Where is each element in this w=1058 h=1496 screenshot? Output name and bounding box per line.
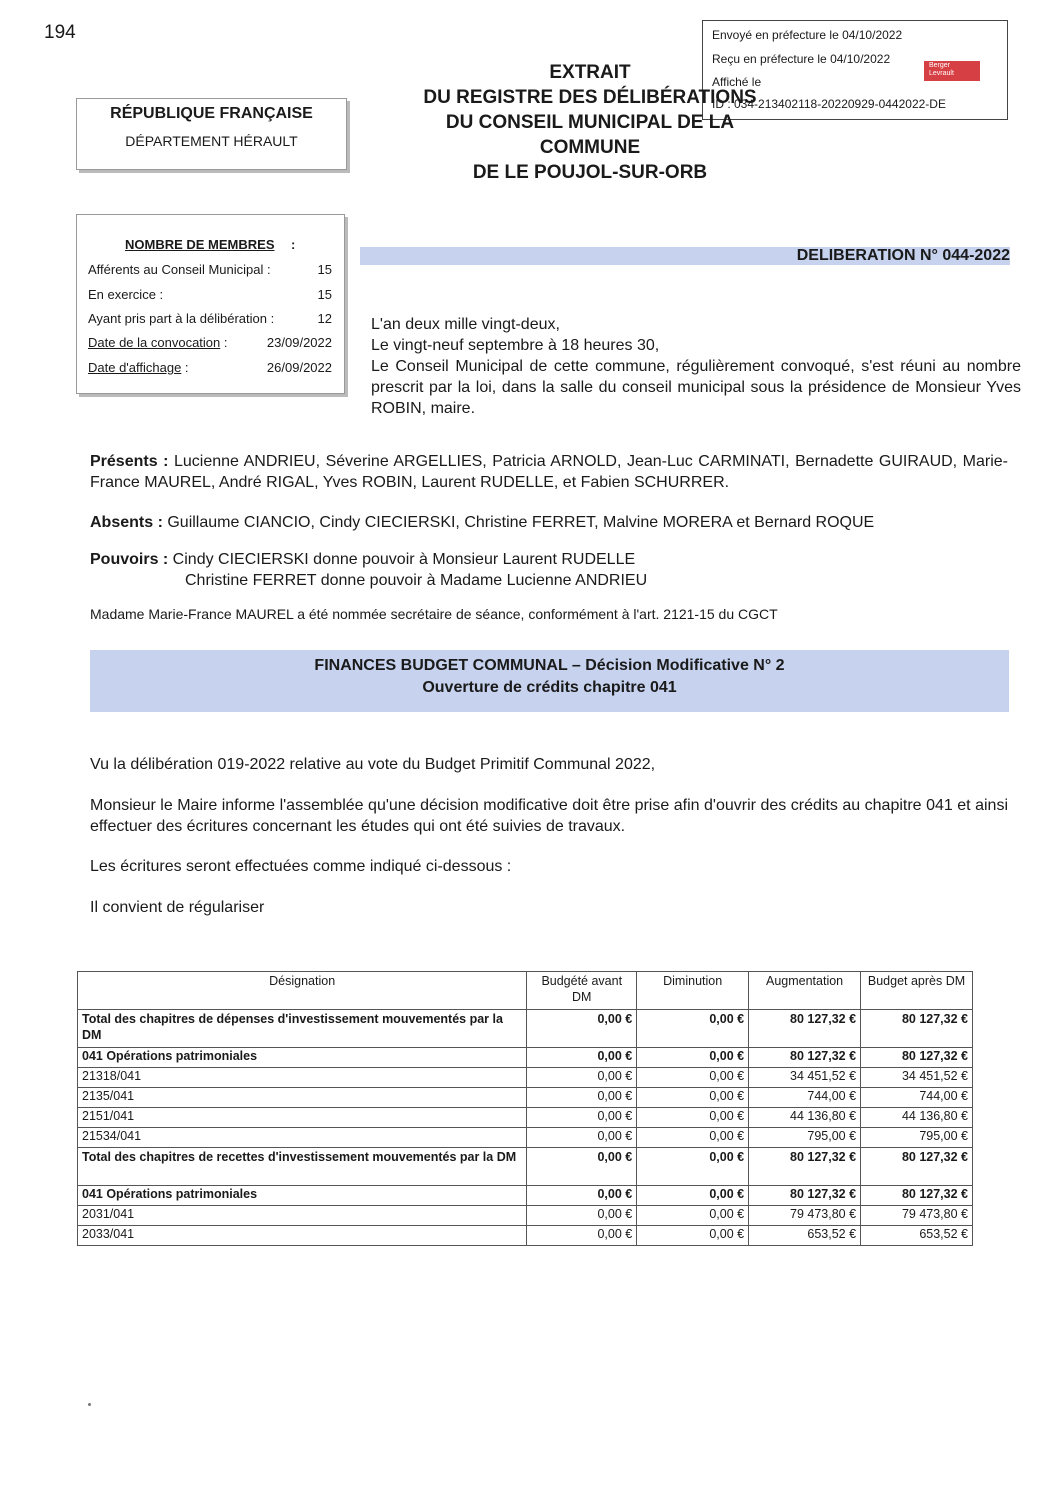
members-heading: NOMBRE DE MEMBRES: [125, 237, 275, 252]
amount-cell: 0,00 €: [527, 1010, 637, 1048]
table-row: [78, 1108, 973, 1128]
present-paragraph: [90, 451, 1008, 493]
amount-cell: 744,00 €: [861, 1088, 973, 1108]
row-label: Afférents au Conseil Municipal :: [88, 262, 271, 277]
amount-cell: 44 136,80 €: [749, 1108, 861, 1128]
amount-cell: 744,00 €: [749, 1088, 861, 1108]
amount-cell: 80 127,32 €: [749, 1148, 861, 1186]
amount-cell: 80 127,32 €: [861, 1048, 973, 1068]
amount-cell: 80 127,32 €: [861, 1148, 973, 1186]
absent-paragraph: [90, 512, 1008, 533]
intro-line: L'an deux mille vingt-deux,: [371, 316, 560, 333]
amount-cell: 80 127,32 €: [861, 1010, 973, 1048]
deliberation-number: DELIBERATION N° 044-2022: [796, 247, 1010, 264]
amount-cell: 0,00 €: [637, 1186, 749, 1206]
section-title: FINANCES BUDGET COMMUNAL – Décision Modificative N° 2: [314, 657, 785, 674]
present-label: Présents :: [90, 453, 169, 470]
column-header: Budget après DM: [861, 972, 973, 1010]
table-row: [78, 1148, 973, 1186]
amount-cell: 0,00 €: [527, 1068, 637, 1088]
amount-cell: 795,00 €: [749, 1128, 861, 1148]
amount-cell: 795,00 €: [861, 1128, 973, 1148]
amount-cell: 79 473,80 €: [861, 1206, 973, 1226]
intro-line: Le Conseil Municipal de cette commune, régulièrement convoqué, s'est réuni au nombre prescrit par la loi, dans la salle du conseil municipal sous la présidence de Monsieur Yves ROBIN, maire.: [371, 358, 1021, 417]
scan-speck: [88, 1403, 91, 1406]
row-label: [88, 360, 189, 375]
amount-cell: 0,00 €: [637, 1108, 749, 1128]
label-colon: :: [181, 360, 189, 375]
body-paragraph: Monsieur le Maire informe l'assemblée qu'une décision modificative doit être prise afin d'ouvrir des crédits au chapitre 041 et ainsi effectuer des écritures concernant les études qui ont été suivies de travaux.: [90, 797, 1008, 835]
table-row: [78, 1088, 973, 1108]
amount-cell: 34 451,52 €: [749, 1068, 861, 1088]
designation-cell: 2151/041: [78, 1108, 527, 1128]
amount-cell: 0,00 €: [527, 1148, 637, 1186]
amount-cell: 0,00 €: [637, 1226, 749, 1246]
amount-cell: 0,00 €: [527, 1088, 637, 1108]
table-row: [78, 1128, 973, 1148]
members-heading-colon: :: [291, 237, 296, 252]
amount-cell: 0,00 €: [637, 1068, 749, 1088]
stamp-received: Reçu en préfecture le 04/10/2022: [712, 52, 891, 66]
table-row: [78, 1186, 973, 1206]
table-row: [78, 1206, 973, 1226]
amount-cell: 44 136,80 €: [861, 1108, 973, 1128]
title-line: EXTRAIT: [549, 62, 631, 83]
members-box: [76, 214, 345, 394]
department-label: DÉPARTEMENT HÉRAULT: [125, 133, 298, 149]
title-line: DU CONSEIL MUNICIPAL DE LA: [445, 112, 735, 133]
table-header-row: [78, 972, 973, 1010]
column-header: Désignation: [78, 972, 527, 1010]
amount-cell: 80 127,32 €: [749, 1048, 861, 1068]
body-paragraph: Il convient de régulariser: [90, 899, 265, 916]
absent-list: Guillaume CIANCIO, Cindy CIECIERSKI, Christine FERRET, Malvine MORERA et Bernard ROQUE: [162, 514, 875, 531]
amount-cell: 0,00 €: [637, 1148, 749, 1186]
amount-cell: 80 127,32 €: [749, 1186, 861, 1206]
column-header: Augmentation: [749, 972, 861, 1010]
amount-cell: 653,52 €: [861, 1226, 973, 1246]
stamp-posted: Affiché le: [712, 75, 762, 89]
section-subtitle: Ouverture de crédits chapitre 041: [422, 679, 677, 696]
amount-cell: 0,00 €: [637, 1088, 749, 1108]
amount-cell: 79 473,80 €: [749, 1206, 861, 1226]
row-value: 15: [317, 262, 332, 277]
title-line: DU REGISTRE DES DÉLIBÉRATIONS: [423, 87, 757, 108]
designation-cell: 2135/041: [78, 1088, 527, 1108]
berger-levrault-logo: [924, 61, 980, 81]
table-row: [78, 1010, 973, 1048]
intro-text: [371, 314, 1021, 419]
title-line: DE LE POUJOL-SUR-ORB: [472, 162, 708, 183]
table-row: [78, 1048, 973, 1068]
page-number: 194: [44, 22, 76, 43]
amount-cell: 0,00 €: [527, 1108, 637, 1128]
republic-label: RÉPUBLIQUE FRANÇAISE: [110, 105, 313, 122]
convocation-label: Date de la convocation: [88, 335, 221, 350]
logo-line-1: Berger: [929, 62, 951, 69]
row-value: 15: [317, 287, 332, 302]
table-row: [78, 1226, 973, 1246]
amount-cell: 0,00 €: [527, 1048, 637, 1068]
amount-cell: 0,00 €: [637, 1010, 749, 1048]
column-header: Diminution: [637, 972, 749, 1010]
row-value: 12: [317, 311, 332, 326]
designation-cell: 041 Opérations patrimoniales: [78, 1048, 527, 1068]
proxy-paragraph: [90, 549, 1008, 591]
proxy-line: Cindy CIECIERSKI donne pouvoir à Monsieur Laurent RUDELLE: [168, 551, 636, 568]
budget-table: [77, 971, 973, 1246]
document-title: [390, 60, 790, 185]
row-value: 23/09/2022: [266, 335, 332, 350]
amount-cell: 653,52 €: [749, 1226, 861, 1246]
label-colon: :: [220, 335, 228, 350]
row-value: 26/09/2022: [266, 360, 332, 375]
present-list: Lucienne ANDRIEU, Séverine ARGELLIES, Patricia ARNOLD, Jean-Luc CARMINATI, Bernadette GUIRAUD, Marie-France MAUREL, André RIGAL, Yves ROBIN, Laurent RUDELLE, et Fabien SCHURRER.: [90, 453, 1008, 491]
designation-cell: 041 Opérations patrimoniales: [78, 1186, 527, 1206]
row-label: En exercice :: [88, 287, 164, 302]
stamp-sent: Envoyé en préfecture le 04/10/2022: [712, 28, 903, 42]
amount-cell: 0,00 €: [527, 1226, 637, 1246]
stamp-id: ID : 034-213402118-20220929-0442022-DE: [712, 97, 946, 111]
amount-cell: 80 127,32 €: [861, 1186, 973, 1206]
absent-label: Absents :: [90, 514, 163, 531]
posting-label: Date d'affichage: [88, 360, 182, 375]
section-heading: [90, 650, 1009, 712]
amount-cell: 34 451,52 €: [861, 1068, 973, 1088]
amount-cell: 0,00 €: [637, 1206, 749, 1226]
amount-cell: 0,00 €: [527, 1186, 637, 1206]
amount-cell: 0,00 €: [637, 1128, 749, 1148]
secretary-note: Madame Marie-France MAUREL a été nommée secrétaire de séance, conformément à l'art. 2121-15 du CGCT: [90, 606, 778, 622]
body-paragraph: Les écritures seront effectuées comme indiqué ci-dessous :: [90, 858, 512, 875]
designation-cell: Total des chapitres de recettes d'investissement mouvementés par la DM: [78, 1148, 527, 1186]
proxy-line: Christine FERRET donne pouvoir à Madame Lucienne ANDRIEU: [185, 572, 648, 589]
amount-cell: 0,00 €: [637, 1048, 749, 1068]
republic-box: [76, 98, 347, 170]
designation-cell: 2033/041: [78, 1226, 527, 1246]
designation-cell: 21534/041: [78, 1128, 527, 1148]
intro-line: Le vingt-neuf septembre à 18 heures 30,: [371, 337, 660, 354]
designation-cell: 21318/041: [78, 1068, 527, 1088]
column-header: Budgété avant DM: [527, 972, 637, 1010]
row-label: [88, 335, 228, 350]
title-line: COMMUNE: [539, 137, 641, 158]
amount-cell: 0,00 €: [527, 1128, 637, 1148]
body-paragraph: Vu la délibération 019-2022 relative au vote du Budget Primitif Communal 2022,: [90, 756, 656, 773]
amount-cell: 0,00 €: [527, 1206, 637, 1226]
amount-cell: 80 127,32 €: [749, 1010, 861, 1048]
row-label: Ayant pris part à la délibération :: [88, 311, 275, 326]
logo-line-2: Levrault: [929, 70, 954, 77]
designation-cell: Total des chapitres de dépenses d'investissement mouvementés par la DM: [78, 1010, 527, 1048]
table-row: [78, 1068, 973, 1088]
designation-cell: 2031/041: [78, 1206, 527, 1226]
proxy-label: Pouvoirs :: [90, 551, 169, 568]
